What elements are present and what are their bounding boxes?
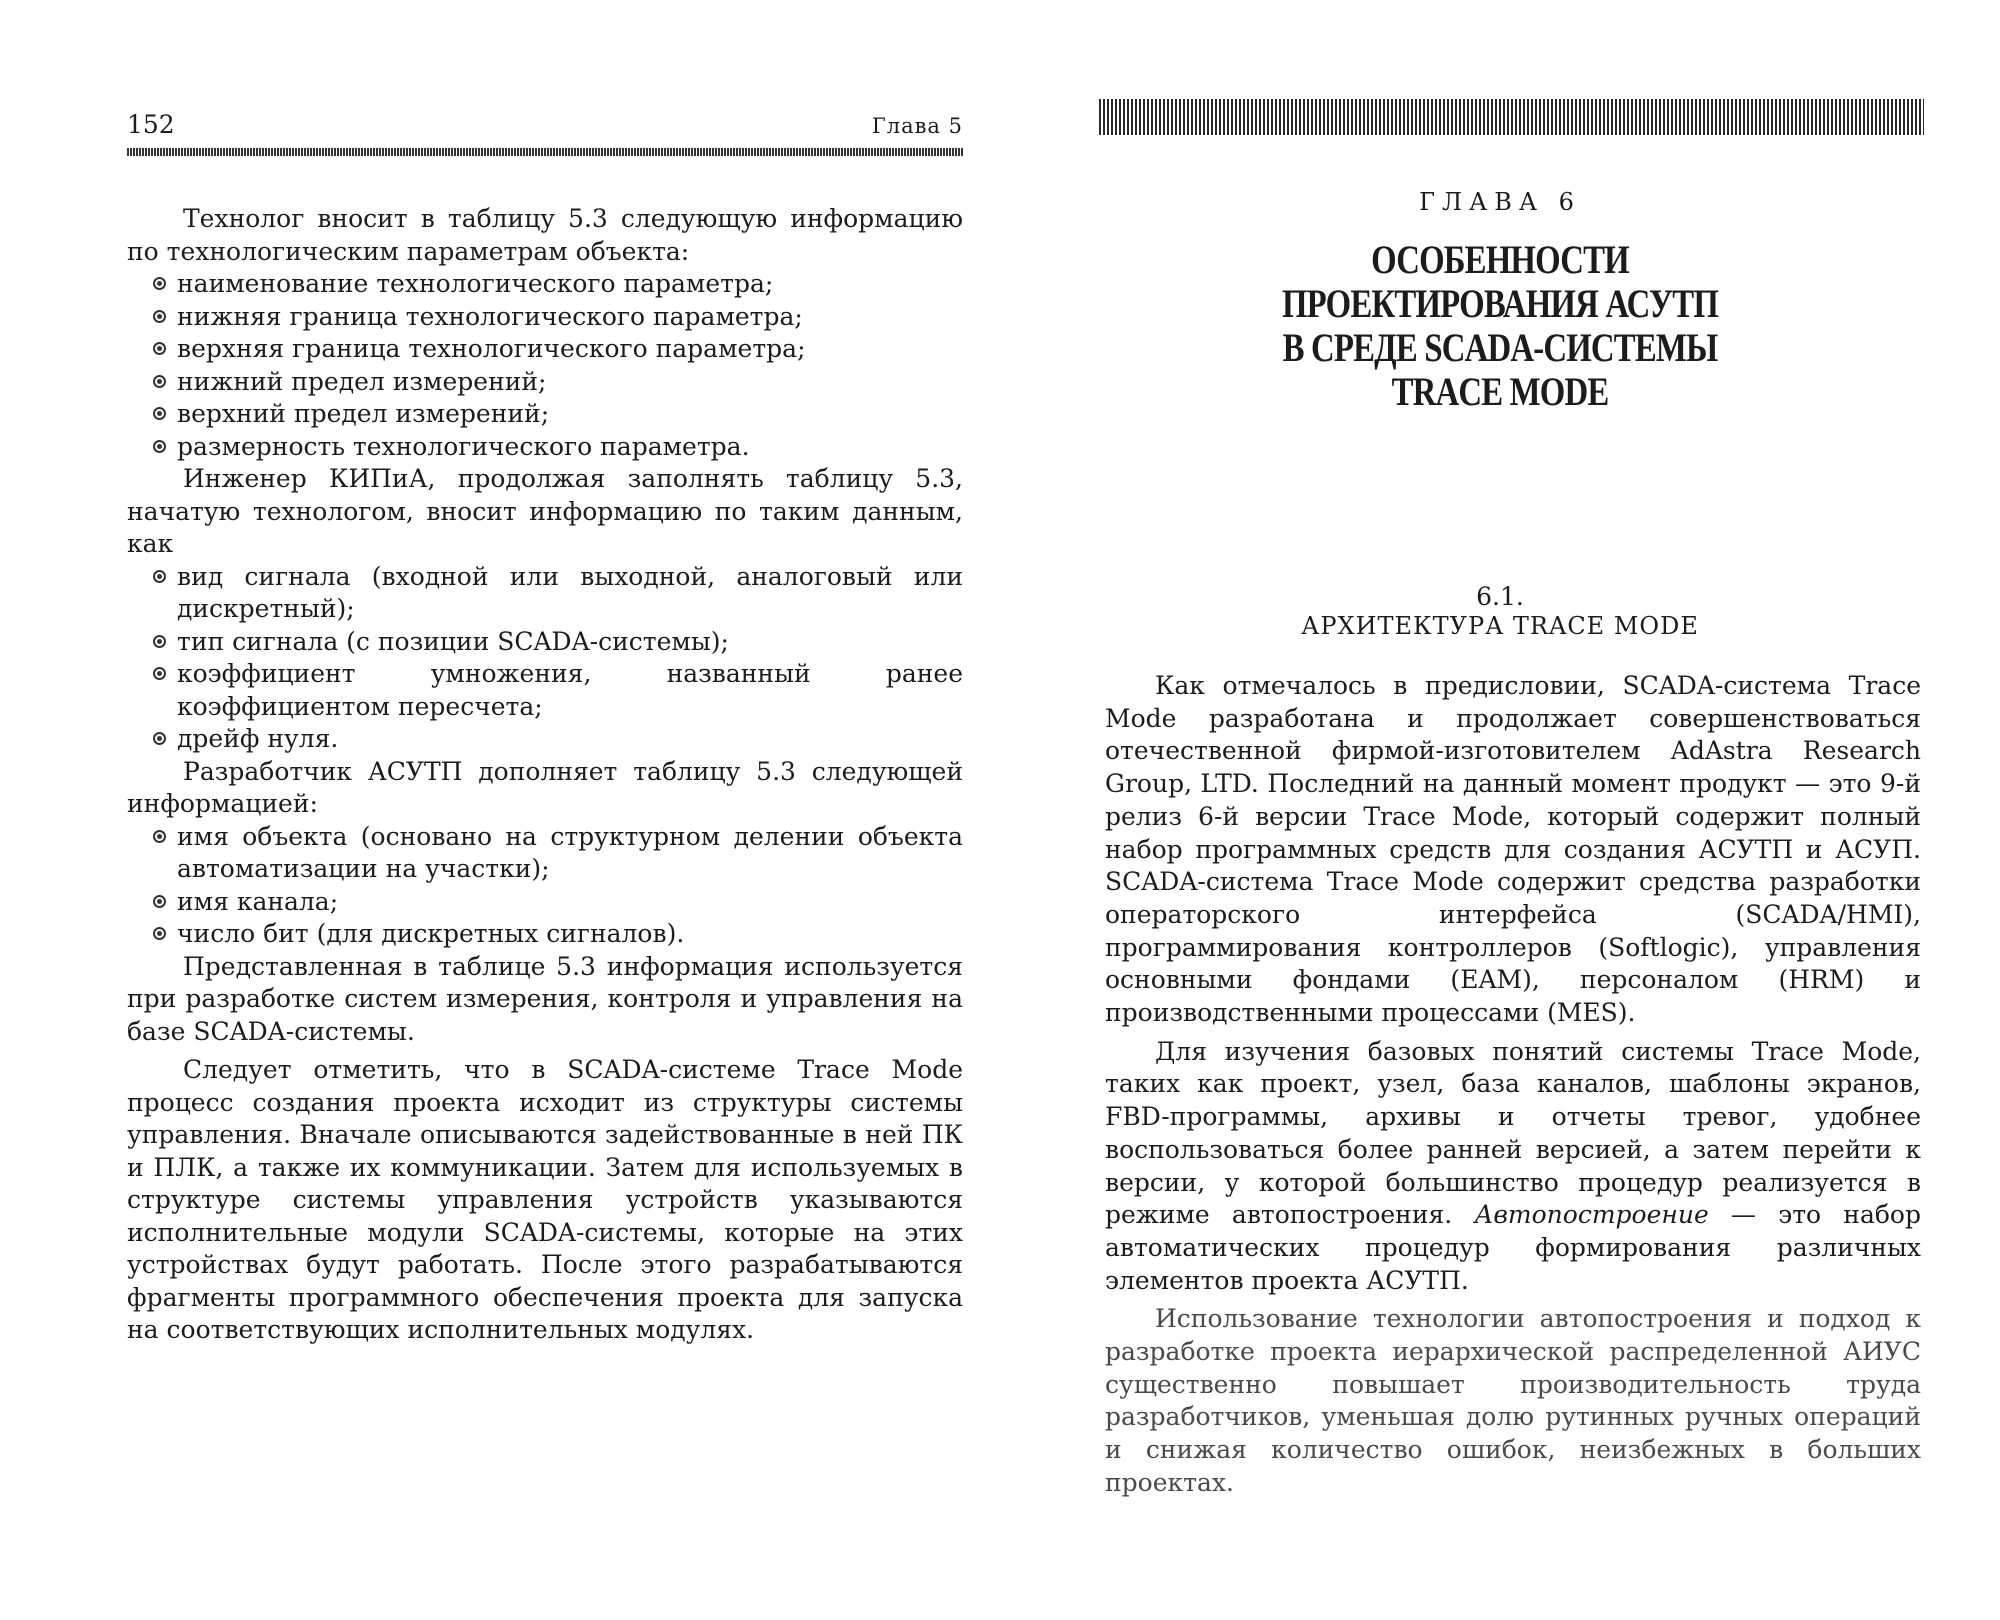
list-item: нижний предел измерений; bbox=[127, 366, 963, 399]
list-item: коэффициент умножения, названный ранее коэффициентом пересчета; bbox=[127, 658, 963, 723]
right-page bbox=[1000, 0, 2000, 1620]
bullet-list-engineer bbox=[127, 561, 963, 756]
section-title: АРХИТЕКТУРА TRACE MODE bbox=[1301, 612, 1699, 640]
paragraph: Инженер КИПиА, продолжая заполнять таблицу 5.3, начатую технологом, вносит информацию по таким данным, как bbox=[127, 464, 963, 558]
list-item: вид сигнала (входной или выходной, аналоговый или дискретный); bbox=[127, 561, 963, 626]
paragraph: Как отмечалось в предисловии, SCADA-система Trace Mode разработана и продолжает совершенствоваться отечественной фирмой-изготовителем AdAstra Research Group, LTD. Последний на данный момент продукт — это 9-й релиз 6-й версии Trace Mode, который содержит полный набор программных средств для создания АСУТП и АСУП. SCADA-система Trace Mode содержит средства разработки операторского интерфейса (SCADA/HMI), программирования контроллеров (Softlogic), управления основными фондами (EAM), персоналом (HRM) и производственными процессами (MES). bbox=[1105, 671, 1921, 1028]
page-number: 152 bbox=[127, 110, 175, 139]
header-rule bbox=[127, 148, 963, 156]
bullet-icon bbox=[153, 635, 166, 648]
chapter-title-line: В СРЕДЕ SCADA-СИСТЕМЫ bbox=[1282, 325, 1718, 370]
bullet-icon bbox=[153, 407, 166, 420]
chapter-title bbox=[1090, 238, 1910, 414]
section-number: 6.1. bbox=[1476, 582, 1524, 611]
paragraph: Использование технологии автопостроения и подход к разработке проекта иерархической распределенной АИУС существенно повышает производительность труда разработчиков, уменьшая долю рутинных ручных операций и снижая количество ошибок, неизбежных в больших проектах. bbox=[1105, 1304, 1921, 1497]
list-item: верхняя граница технологического параметра; bbox=[127, 333, 963, 366]
paragraph: Представленная в таблице 5.3 информация используется при разработке систем измерения, контроля и управления на базе SCADA-системы. bbox=[127, 951, 963, 1046]
bullet-icon bbox=[153, 310, 166, 323]
list-item: нижняя граница технологического параметра; bbox=[127, 301, 963, 334]
right-body-text bbox=[1105, 670, 1921, 1500]
bullet-icon bbox=[153, 342, 166, 355]
list-item: верхний предел измерений; bbox=[127, 398, 963, 431]
bullet-list-technologist bbox=[127, 268, 963, 463]
list-item: тип сигнала (с позиции SCADA-системы); bbox=[127, 626, 963, 659]
bullet-icon bbox=[153, 732, 166, 745]
bullet-icon bbox=[153, 277, 166, 290]
decorative-header-band bbox=[1099, 99, 1924, 135]
chapter-kicker: ГЛАВА 6 bbox=[1419, 188, 1581, 216]
paragraph: Разработчик АСУТП дополняет таблицу 5.3 следующей информацией: bbox=[127, 756, 963, 818]
bullet-icon bbox=[153, 830, 166, 843]
paragraph: Технолог вносит в таблицу 5.3 следующую информацию по технологическим параметрам объекта: bbox=[127, 204, 963, 266]
list-item: число бит (для дискретных сигналов). bbox=[127, 918, 963, 951]
paragraph: Следует отметить, что в SCADA-системе Trace Mode процесс создания проекта исходит из структуры системы управления. Вначале описываются задействованные в ней ПК и ПЛК, а также их коммуникации. Затем для используемых в структуре системы управления устройств указываются исполнительные модули SCADA-системы, которые на этих устройствах будут работать. После этого разрабатываются фрагменты программного обеспечения проекта для запуска на соответствующих исполнительных модулях. bbox=[127, 1055, 963, 1344]
emphasized-term: Автопостроение bbox=[1474, 1200, 1709, 1230]
left-body-text bbox=[127, 203, 963, 1347]
paragraph: Для изучения базовых понятий системы Trace Mode, таких как проект, узел, база каналов, шаблоны экранов, FBD-программы, архивы и отчеты тревог, удобнее воспользоваться более ранней версией, а затем перейти к версии, у которой большинство процедур реализуется в режиме автопостроения. Автопостроение — это набор автоматических процедур формирования различных элементов проекта АСУТП. bbox=[1105, 1036, 1921, 1295]
chapter-title-line: ПРОЕКТИРОВАНИЯ АСУТП bbox=[1281, 281, 1719, 326]
list-item: дрейф нуля. bbox=[127, 723, 963, 756]
list-item: наименование технологического параметра; bbox=[127, 268, 963, 301]
bullet-icon bbox=[153, 440, 166, 453]
running-chapter-label: Глава 5 bbox=[871, 114, 963, 138]
list-item: имя канала; bbox=[127, 886, 963, 919]
bullet-icon bbox=[153, 927, 166, 940]
chapter-title-line: ОСОБЕННОСТИ bbox=[1371, 237, 1629, 282]
bullet-icon bbox=[153, 570, 166, 583]
bullet-icon bbox=[153, 667, 166, 680]
list-item: имя объекта (основано на структурном делении объекта автоматизации на участки); bbox=[127, 821, 963, 886]
bullet-icon bbox=[153, 375, 166, 388]
list-item: размерность технологического параметра. bbox=[127, 431, 963, 464]
running-head bbox=[127, 110, 963, 150]
bullet-list-developer bbox=[127, 821, 963, 951]
chapter-title-line: TRACE MODE bbox=[1391, 369, 1609, 414]
bullet-icon bbox=[153, 895, 166, 908]
